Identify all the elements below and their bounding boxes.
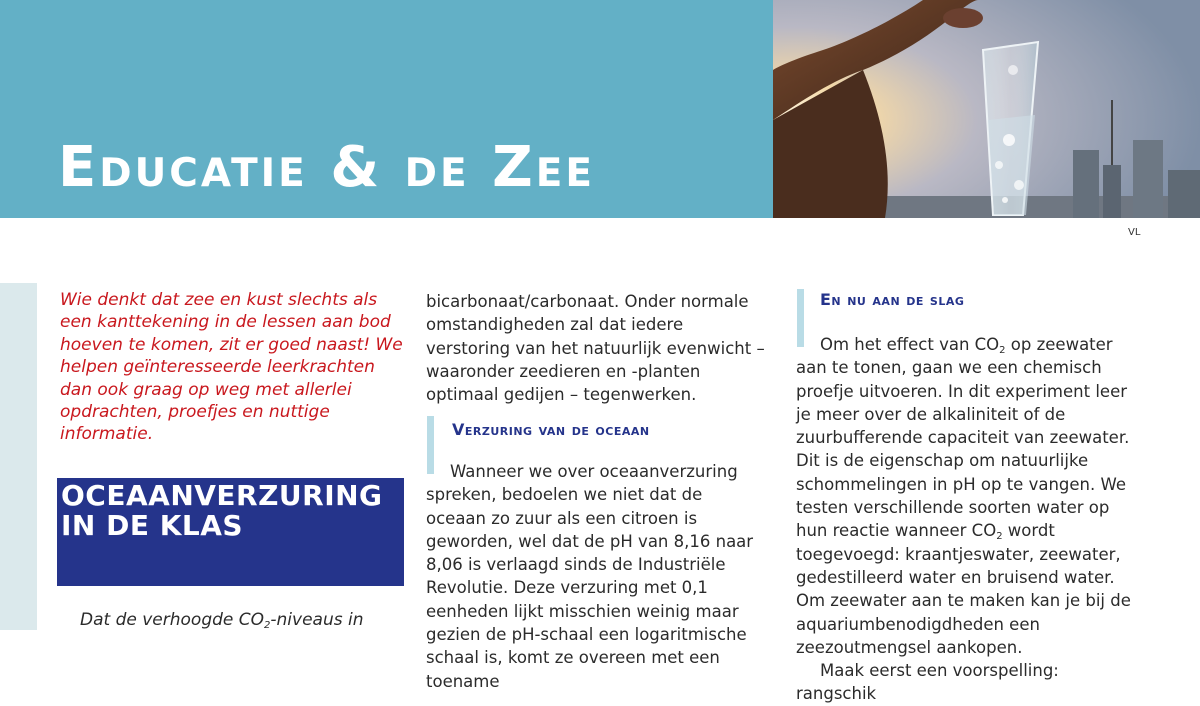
page-title: Educatie & de Zee [58, 135, 596, 200]
section-body-start [80, 610, 364, 630]
subscript: 2 [264, 620, 271, 631]
header-banner [0, 0, 773, 218]
middle-paragraph-2: Wanneer we over oceaanverzuring spreken, bedoelen we niet dat de oceaan zo zuur als een citroen is geworden, wel dat de pH van 8,16 naar 8,06 is verlaagd sinds de Industriële Revolutie. Deze verzuring met 0,1 eenheden lijkt misschien weinig maar gezien de pH-schaal een logaritmische schaal is, komt ze overeen met een toename [426, 462, 754, 691]
right-paragraph-2: Maak eerst een voorspelling: rangschik [796, 661, 1059, 704]
body-text-part: wordt toegevoegd: kraantjeswater, zeewater, gedestilleerd water en bruisend water. Om zeewater aan te maken kan je bij de aquariumbenodigdheden een zeezoutmengsel aankopen. [796, 521, 1131, 657]
hand-glass-photo-icon [773, 0, 1200, 218]
heading-verzuring: Verzuring van de oceaan [452, 420, 650, 439]
right-paragraph-1 [796, 333, 1141, 659]
body-text-part: -niveaus in [270, 610, 364, 630]
left-margin-strip [0, 283, 37, 630]
header-photo [773, 0, 1200, 218]
middle-column [426, 290, 766, 406]
body-text-part: op zeewater aan te tonen, gaan we een chemisch proefje uitvoeren. In dit experiment leer je meer over de alkaliniteit of de zuurbufferende capaciteit van zeewater. Dit is de eigenschap om natuurlijke schommelingen in pH op te vangen. We testen verschillende soorten water op hun reactie wanneer CO [796, 335, 1130, 541]
section-title: OCEAANVERZURING IN DE KLAS [61, 479, 383, 542]
body-text-part: Dat de verhoogde CO [80, 610, 265, 630]
right-column [796, 333, 1141, 706]
middle-paragraph-1: bicarbonaat/carbonaat. Onder normale omstandigheden zal dat iedere verstoring van het natuurlijk evenwicht – waaronder zeedieren en -planten optimaal gedijen – tegenwerken. [426, 292, 765, 405]
middle-column-lower [426, 460, 766, 693]
body-text-part: Om het effect van CO [820, 335, 1000, 354]
subscript: 2 [996, 531, 1003, 543]
subscript: 2 [999, 345, 1006, 356]
intro-text: Wie denkt dat zee en kust slechts als een kanttekening in de lessen aan bod hoeven te komen, zit er goed naast! We helpen geïnteresseerde leerkrachten dan ook graag op weg met allerlei opdrachten, proefjes en nuttige informatie. [60, 290, 403, 445]
heading-aan-de-slag: En nu aan de slag [820, 290, 965, 309]
photo-credit: VL [1128, 227, 1141, 238]
